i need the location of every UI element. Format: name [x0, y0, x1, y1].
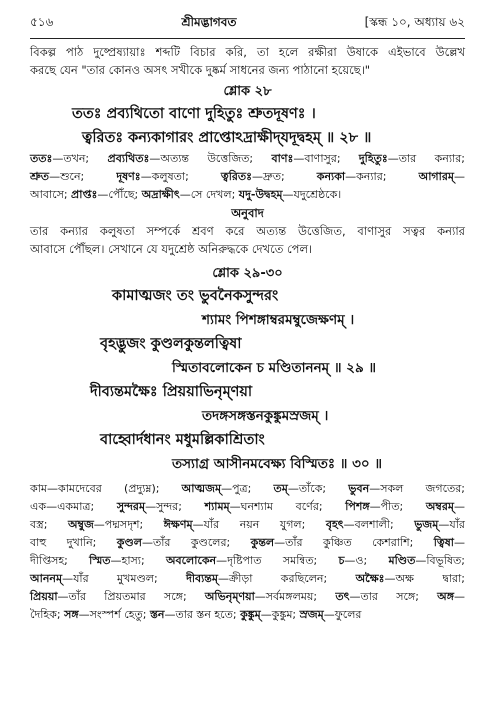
sanskrit-term: অভিনৃম্‌ণয়া: [204, 590, 255, 603]
sloka-29-30-verse-line: বৃহদ্ভুজং কুণ্ডলকুন্তলত্বিষা: [100, 336, 242, 352]
sanskrit-term: ঈক্ষণম্‌: [163, 518, 193, 531]
sanskrit-term: শ্যামম্‌: [204, 500, 230, 513]
sloka-29-30-word-line: কাম—কামদেবের (প্রদ্যুম্ন); আত্মজম্‌—পুত্র; তম্‌—তাঁকে; ভুবন—সকল জগতের;: [30, 482, 465, 495]
sloka-29-30-word-line: বাহু দুখানি; কুণ্ডল—তাঁর কুণ্ডলের; কুন্তল—তাঁর কুঞ্চিত কেশরাশি; ত্বিষা—: [30, 536, 465, 549]
sanskrit-term: অঙ্গ: [437, 590, 454, 603]
sanskrit-term: চ: [338, 554, 345, 567]
sloka-28-heading: শ্লোক ২৮: [223, 84, 272, 99]
sanskrit-term: যদু-উদ্বহম্‌: [238, 188, 283, 201]
sloka-29-30-word-for-word: [30, 480, 465, 624]
sanskrit-term: তৎ: [335, 590, 350, 603]
sloka-29-30-word-line: এক—একমাত্র; সুন্দরম্‌—সুন্দর; শ্যামম্‌—ঘনশ্যাম বর্ণের; পিশঙ্গ—পীত; অম্বরম্‌—: [30, 500, 465, 513]
sanskrit-term: দুহিতুঃ: [358, 152, 388, 165]
translation-line-1: তার কন্যার কলুষতা সম্পর্কে শ্রবণ করে অত্যন্ত উত্তেজিত, বাণাসুর সত্বর কন্যার: [30, 224, 465, 238]
sanskrit-term: স্তন: [149, 608, 165, 621]
sloka-28-verse-line-1: ততঃ প্রব্যথিতো বাণো দুহিতুঃ শ্রুতদূষণঃ ।: [72, 106, 316, 122]
sloka-29-30-verse: [30, 284, 465, 476]
sanskrit-term: অম্বরম্‌: [425, 500, 454, 513]
sanskrit-term: পিশঙ্গ: [345, 500, 370, 513]
sanskrit-term: অক্ষৈঃ: [355, 572, 385, 585]
sloka-29-30-verse-line: বাহ্বোর্দধানং মধুমল্লিকাশ্রিতাং: [100, 432, 265, 448]
sanskrit-term: ভুবন: [348, 482, 370, 495]
sanskrit-term: সুন্দরম্‌: [116, 500, 146, 513]
sanskrit-term: আননম্‌: [30, 572, 63, 585]
translation-heading: অনুবাদ: [231, 206, 264, 220]
sanskrit-term: বাণঃ: [271, 152, 294, 165]
sanskrit-term: ত্বিষা: [433, 536, 454, 549]
sanskrit-term: সঙ্গ: [64, 608, 79, 621]
sanskrit-term: অদ্রাক্ষীৎ: [141, 188, 180, 201]
sanskrit-term: কন্যকা: [316, 170, 346, 183]
sloka-29-30-word-line: আননম্‌—যাঁর মুখমণ্ডল; দীব্যন্তম্‌—ক্রীড়া করছিলেন; অক্ষৈঃ—অক্ষ দ্বারা;: [30, 572, 465, 585]
sanskrit-term: দীব্যন্তম্‌: [186, 572, 218, 585]
sanskrit-term: ত্বরিতঃ: [220, 170, 253, 183]
sloka-29-30-word-line: বস্ত্র; অম্বুজ—পদ্মসদৃশ; ঈক্ষণম্‌—যাঁর নয়ন যুগল; বৃহৎ—বলশালী; ভুজম্‌—যাঁর: [30, 518, 465, 531]
sanskrit-term: প্রাপ্তঃ: [71, 188, 98, 201]
sloka-29-30-word-line: দীপ্তিসহ; স্মিত—হাস্য; অবলোকেন—দৃষ্টিপাত সমন্বিত; চ—ও; মণ্ডিত—বিভূষিত;: [30, 554, 465, 567]
intro-line-2: করছে যেন "তার কোনও অসৎ সখীকে দুষ্কর্ম সাধনের জন্য পাঠানো হয়েছে।": [30, 63, 371, 77]
book-title: শ্রীমদ্ভাগবত: [181, 15, 237, 29]
sloka-29-30-verse-line: কামাত্মজং তং ভুবনৈকসুন্দরং: [112, 288, 279, 304]
sloka-28-word-line: শ্রুত—শুনে; দূষণঃ—কলুষতা; ত্বরিতঃ—দ্রুত; কন্যকা—কন্যার; আগারম্‌—: [30, 170, 465, 183]
sanskrit-term: প্রব্যথিতঃ: [107, 152, 150, 165]
sanskrit-term: স্মিত: [89, 554, 111, 567]
intro-line-1: বিকল্প পাঠ দুষ্প্রেষ্যায়াঃ শব্দটি বিচার করি, তা হলে রক্ষীরা উষাকে এইভাবে উল্লেখ: [30, 45, 465, 59]
sloka-28-word-for-word: [30, 150, 465, 204]
sanskrit-term: আগারম্‌: [418, 170, 454, 183]
sanskrit-term: ভুজম্‌: [414, 518, 439, 531]
sanskrit-term: স্রজম্‌: [299, 608, 324, 621]
sanskrit-term: ততঃ: [30, 152, 53, 165]
section-reference: [স্কন্ধ ১০, অধ্যায় ৬২: [364, 15, 465, 29]
sanskrit-term: অম্বুজ: [67, 518, 94, 531]
sloka-29-30-word-line: প্রিয়য়া—তাঁর প্রিয়তমার সঙ্গে; অভিনৃম্‌ণয়া—সর্বমঙ্গলময়; তৎ—তার সঙ্গে; অঙ্গ—: [30, 590, 465, 603]
sanskrit-term: অবলোকেন: [165, 554, 217, 567]
sanskrit-term: আত্মজম্‌: [181, 482, 222, 495]
sloka-29-30-verse-line: দীব্যন্তমক্ষৈঃ প্রিয়য়াভিনৃম্‌ণয়া: [90, 384, 253, 400]
sanskrit-term: শ্রুত: [30, 170, 50, 183]
sanskrit-term: মণ্ডিত: [388, 554, 416, 567]
sanskrit-term: কুঙ্কুম্‌: [240, 608, 261, 621]
sloka-28-word-line: আবাসে; প্রাপ্তঃ—পৌঁছে; অদ্রাক্ষীৎ—সে দেখল; যদু-উদ্বহম্‌—যদুশ্রেষ্ঠকে।: [30, 188, 342, 201]
sloka-28-word-line: ততঃ—তখন; প্রব্যথিতঃ—অত্যন্ত উত্তেজিত; বাণঃ—বাণাসুর; দুহিতুঃ—তার কন্যার;: [30, 152, 465, 165]
sanskrit-term: কুন্তল: [250, 536, 275, 549]
sloka-29-30-heading: শ্লোক ২৯-৩০: [212, 266, 283, 281]
sloka-29-30-verse-line: স্মিতাবলোকেন চ মণ্ডিতাননম্‌ ॥ ২৯ ॥: [172, 360, 377, 376]
header-rule: [30, 38, 465, 39]
sanskrit-term: দূষণঃ: [116, 170, 141, 183]
sanskrit-term: বৃহৎ: [325, 518, 344, 531]
sloka-28-verse-line-2: ত্বরিতঃ কন্যকাগারং প্রাপ্তোঽদ্রাক্ষীদ্‌যদূদ্বহম্‌ ॥ ২৮ ॥: [82, 130, 372, 146]
sloka-29-30-word-line: দৈহিক; সঙ্গ—সংস্পর্শ হেতু; স্তন—তার স্তন হতে; কুঙ্কুম্‌—কুঙ্কুম; স্রজম্‌—ফুলের: [30, 608, 362, 621]
sanskrit-term: তম্‌: [273, 482, 288, 495]
page-number: ৫১৬: [30, 15, 54, 29]
page-header: [30, 14, 465, 34]
sloka-29-30-verse-line: তদঙ্গসঙ্গস্তনকুঙ্কুমস্রজম্‌ ।: [202, 408, 329, 424]
sanskrit-term: প্রিয়য়া: [30, 590, 58, 603]
translation-line-2: আবাসে পৌঁছল। সেখানে যে যদুশ্রেষ্ঠ অনিরুদ্ধকে দেখতে পেল।: [30, 242, 313, 256]
sanskrit-term: কুণ্ডল: [116, 536, 142, 549]
sloka-29-30-verse-line: তস্যাগ্র আসীনমবেক্ষ্য বিস্মিতঃ ॥ ৩০ ॥: [172, 456, 382, 472]
sloka-29-30-verse-line: শ্যামং পিশঙ্গাম্বরমম্বুজেক্ষণম্‌ ।: [202, 312, 355, 328]
